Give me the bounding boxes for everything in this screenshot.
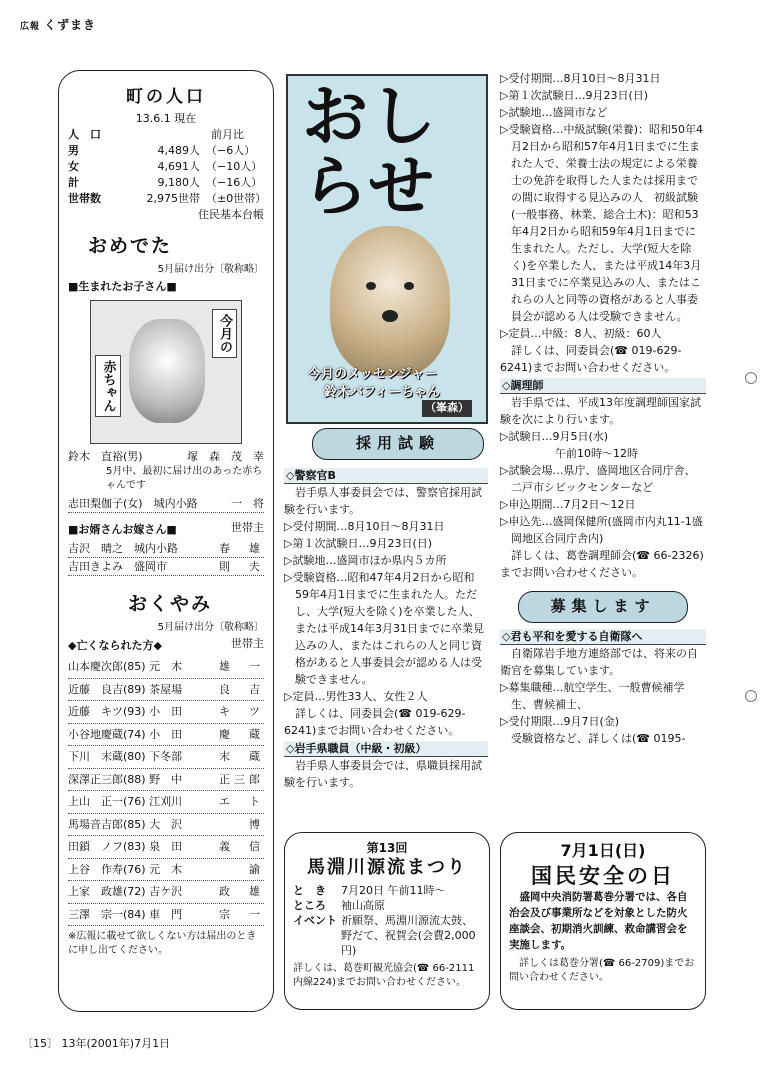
population-row [68,159,264,175]
death-head: 政 雄 [219,885,264,898]
police-line: 岩手県人事委員会では、警察官採用試験を行います。 [284,486,482,516]
oshirase-caption [308,366,440,402]
birth-entry-2-name: 志田梨伽子(女) 城内小路 [68,496,198,510]
death-name: 近藤 良吉(89) 茶屋場 [68,682,183,696]
death-row [68,791,264,814]
death-head: 雄 一 [219,660,264,673]
right-column [500,70,706,747]
death-row [68,656,264,679]
population-row [68,143,264,159]
boshu-banner: 募集します [518,591,688,623]
saiyo-banner: 採用試験 [312,428,484,460]
police-head: ◇警察官B [284,468,488,484]
birth-entry-1-parent: 塚 森 茂 幸 [187,449,264,463]
death-head: 義 信 [219,840,264,853]
birth-entry-2 [68,495,264,513]
death-head: 諭 [249,862,264,876]
death-name: 上山 正一(76) 江刈川 [68,795,183,808]
death-head: 正三郎 [219,772,264,786]
civil-date: 7月1日(日) [560,841,646,860]
population-row-label: 女 [68,160,79,173]
page-footer: 〔15〕 13年(2001年)7月1日 [22,1037,171,1050]
festival-row-value: 袖山高原 [341,899,385,912]
death-name: 上家 政雄(72) 吉ケ沢 [68,885,183,898]
death-row [68,881,264,904]
sdf-line: 自衛隊岩手地方連絡部では、将来の自衛官を募集しています。 [500,647,698,677]
death-name: 三澤 宗一(84) 車 門 [68,907,183,921]
civil-safety-box [500,832,706,1010]
death-head: エ ト [219,795,264,808]
oshirase-title [302,78,438,225]
population-row-value: 4,489人 [157,144,200,157]
population-row-label: 世帯数 [68,192,101,205]
death-name: 小谷地慶蔵(74) 小 田 [68,727,183,741]
death-name: 下川 末蔵(80) 下冬部 [68,750,183,763]
death-row [68,904,264,927]
death-head: 慶 蔵 [219,727,264,741]
chef-line: ▷申込先…盛岡保健所(盛岡市内丸11-1盛岡地区合同庁舎内) [500,515,703,545]
dog-photo [330,226,450,376]
binder-hole-1 [745,372,757,384]
deaths-head-label: 世帯主 [231,637,264,650]
right-line: ▷受付期間…8月10日〜8月31日 [500,72,661,85]
population-source: 住民基本台帳 [198,208,264,221]
death-row [68,836,264,859]
population-row-value: 9,180人 [157,176,200,189]
death-name: 山本慶次郎(85) 元 木 [68,660,183,673]
population-row-change: （−10人） [206,160,263,173]
chef-line: 午前10時〜12時 [511,447,638,460]
death-name: 深澤正三郎(88) 野 中 [68,772,183,786]
oshirase-caption-1: 今月のメッセンジャー [308,367,438,382]
wedding-head: 則 夫 [219,559,264,573]
population-row-label: 男 [68,144,79,157]
deaths-title: おくやみ [128,592,213,615]
civil-contact: 詳しくは葛巻分署(☎ 66-2709)までお問い合わせください。 [509,958,695,983]
wedding-head: 春 雄 [219,541,264,555]
population-header [68,127,264,143]
header-title: くずまき [44,18,97,32]
death-name: 上谷 作寿(76) 元 木 [68,862,183,876]
death-name: 馬場音吉郎(85) 大 沢 [68,817,183,831]
death-row [68,746,264,769]
births-sub: ■生まれたお子さん■ [68,280,177,293]
sdf-line: ▷受付期限…9月7日(金) [500,715,620,728]
population-row-change: （±0世帯） [206,192,267,205]
chef-line: 詳しくは、葛巻調理師会(☎ 66-2326)までお問い合わせください。 [500,549,704,579]
death-name: 近藤 キツ(93) 小 田 [68,705,183,718]
death-head: 宗 一 [219,907,264,921]
header-prefix: 広報 [20,22,41,32]
deaths-sub: ◆亡くなられた方◆ [68,639,162,652]
festival-row [293,898,481,913]
chef-line: ▷申込期間…7月2日〜12日 [500,498,636,511]
police-line: ▷定員…男性33人、女性２人 [284,690,428,703]
death-row [68,769,264,792]
deaths-note: 5月届け出分〔敬称略〕 [157,622,264,633]
chef-line: ▷試験会場…県庁、盛岡地区合同庁舎、二戸市シビックセンターなど [500,464,696,494]
festival-row-key: と き [293,884,326,897]
birth-entry-2-parent: 一 将 [231,496,264,510]
death-row [68,859,264,882]
oshirase-title-line1: おし [302,78,438,155]
wedding-name: 吉沢 晴之 城内小路 [68,541,178,555]
population-date: 13.6.1 現在 [135,111,197,125]
police-line: ▷第１次試験日…9月23日(日) [284,537,433,550]
civil-body: 盛岡中央消防署葛巻分署では、各自治会及び事業所などを対象とした防火座談会、初期消火訓練、救命講習会を実施します。 [509,891,688,951]
population-row-label: 計 [68,176,79,189]
death-head: 末 蔵 [219,750,264,763]
weddings-header [68,519,264,540]
festival-row-key: ところ [293,899,326,912]
sdf-head: ◇君も平和を愛する自衛隊へ [500,629,706,645]
festival-title: 馬淵川源流まつり [307,857,467,878]
deaths-header [68,635,264,656]
police-line: ▷受付期間…8月10日〜8月31日 [284,520,445,533]
births-title: おめでた [88,234,173,257]
chef-head: ◇調理師 [500,378,706,394]
population-row-value: 4,691人 [157,160,200,173]
photo-label-left: 赤ちゃん [95,355,121,417]
festival-row [293,913,481,958]
oshirase-caption-2: 鈴木バフィーちゃん [324,385,440,400]
dog-eye-right [404,282,414,290]
saiyo-section [284,428,488,791]
dog-eye-left [366,282,376,290]
population-col-change: 前月比 [211,128,244,141]
publication-header [20,16,96,35]
festival-row [293,883,481,898]
police-line: ▷試験地…盛岡市ほか県内５カ所 [284,554,447,567]
festival-contact: 詳しくは、葛巻町観光協会(☎ 66-2111内線224)までお問い合わせください。 [293,963,475,988]
civil-title: 国民安全の日 [531,864,675,888]
police-line: 詳しくは、同委員会(☎ 019-629-6241)までお問い合わせください。 [284,707,466,737]
festival-row-value: 祈願祭、馬淵川源流太鼓、野だて、祝賀会(会費2,000円) [341,914,476,957]
oshirase-title-line2: らせ [302,148,437,225]
population-row-change: （−16人） [206,176,263,189]
right-line: ▷第１次試験日…9月23日(日) [500,89,649,102]
baby-photo [90,300,242,444]
birth-entry-1-note: 5月中、最初に届け出のあった赤ちゃんです [106,465,263,491]
sdf-line: 受験資格など、詳しくは(☎ 0195- [511,732,686,745]
dog-nose [382,310,398,322]
festival-box [284,832,490,1010]
population-row [68,191,267,207]
population-row [68,175,264,191]
right-line: ▷定員…中級：8人、初級：60人 [500,327,662,340]
police-line: ▷受験資格…昭和47年4月2日から昭和59年4月1日までに生まれた人。ただし、大学(短大を除く)を卒業した人、または平成14年3月31日までに卒業見込みの人、またはこれらの人と同じ資格があると人事委員会が認める人は受験できません。 [284,571,484,686]
death-row [68,679,264,702]
left-column [58,70,274,1012]
festival-row-key: イベント [293,914,337,927]
wedding-row [68,558,264,576]
birth-entry-1-name: 鈴木 直裕(男) [68,449,143,463]
photo-label-right: 今月の [212,309,238,358]
staff-head: ◇岩手県職員（中級・初級） [284,741,488,757]
death-head: キ ツ [219,705,264,718]
births-note: 5月届け出分〔敬称略〕 [157,264,264,275]
deaths-footnote: ※広報に載せて欲しくない方は届出のときに申し出てください。 [68,931,257,956]
staff-line: 岩手県人事委員会では、県職員採用試験を行います。 [284,759,482,789]
sdf-line: ▷募集職種…航空学生、一般曹候補学生、曹候補士、 [500,681,685,711]
wedding-name: 吉田きよみ 盛岡市 [68,559,167,573]
population-row-value: 2,975世帯 [146,192,200,205]
right-line: ▷受験資格…中級試験(栄養)：昭和50年4月2日から昭和57年4月1日までに生まれた人で、栄養士法の規定による栄養士の免許を取得した人または採用までの間に取得する見込みの人 初級試験(一般事務、林業、総合土木)：昭和53年4月2日から昭和59年4月1日までに生まれた人。ただし、大学(短大を除く)を卒業した人、または平成14年3月31日までに卒業見込みの人、またはこれらの人と同等の資格があると人事委員会が認める人は受験できません。 [500,123,704,323]
weddings-head-label: 世帯主 [231,520,264,534]
wedding-row [68,540,264,558]
festival-number: 第13回 [366,841,408,855]
population-row-change: （−6人） [206,144,256,157]
festival-row-value: 7月20日 午前11時〜 [341,884,446,897]
death-row [68,724,264,747]
death-name: 田鎖 ノフ(83) 泉 田 [68,840,183,853]
right-line: 詳しくは、同委員会(☎ 019-629-6241)までお問い合わせください。 [500,344,682,374]
oshirase-box [286,74,488,424]
chef-line: 岩手県では、平成13年度調理師国家試験を次により行います。 [500,396,701,426]
chef-line: ▷試験日…9月5日(水) [500,430,609,443]
population-title: 町の人口 [126,87,206,107]
death-row [68,701,264,724]
oshirase-caption-3: （峯森） [422,400,472,417]
weddings-title: ■お婿さんお嫁さん■ [68,522,177,536]
baby-image [129,319,205,423]
population-col-label: 人 口 [68,128,101,141]
death-head: 博 [249,817,264,831]
birth-entry-1 [68,448,264,465]
binder-hole-2 [745,690,757,702]
death-head: 良 吉 [219,682,264,696]
right-line: ▷試験地…盛岡市など [500,106,608,119]
death-row [68,814,264,837]
